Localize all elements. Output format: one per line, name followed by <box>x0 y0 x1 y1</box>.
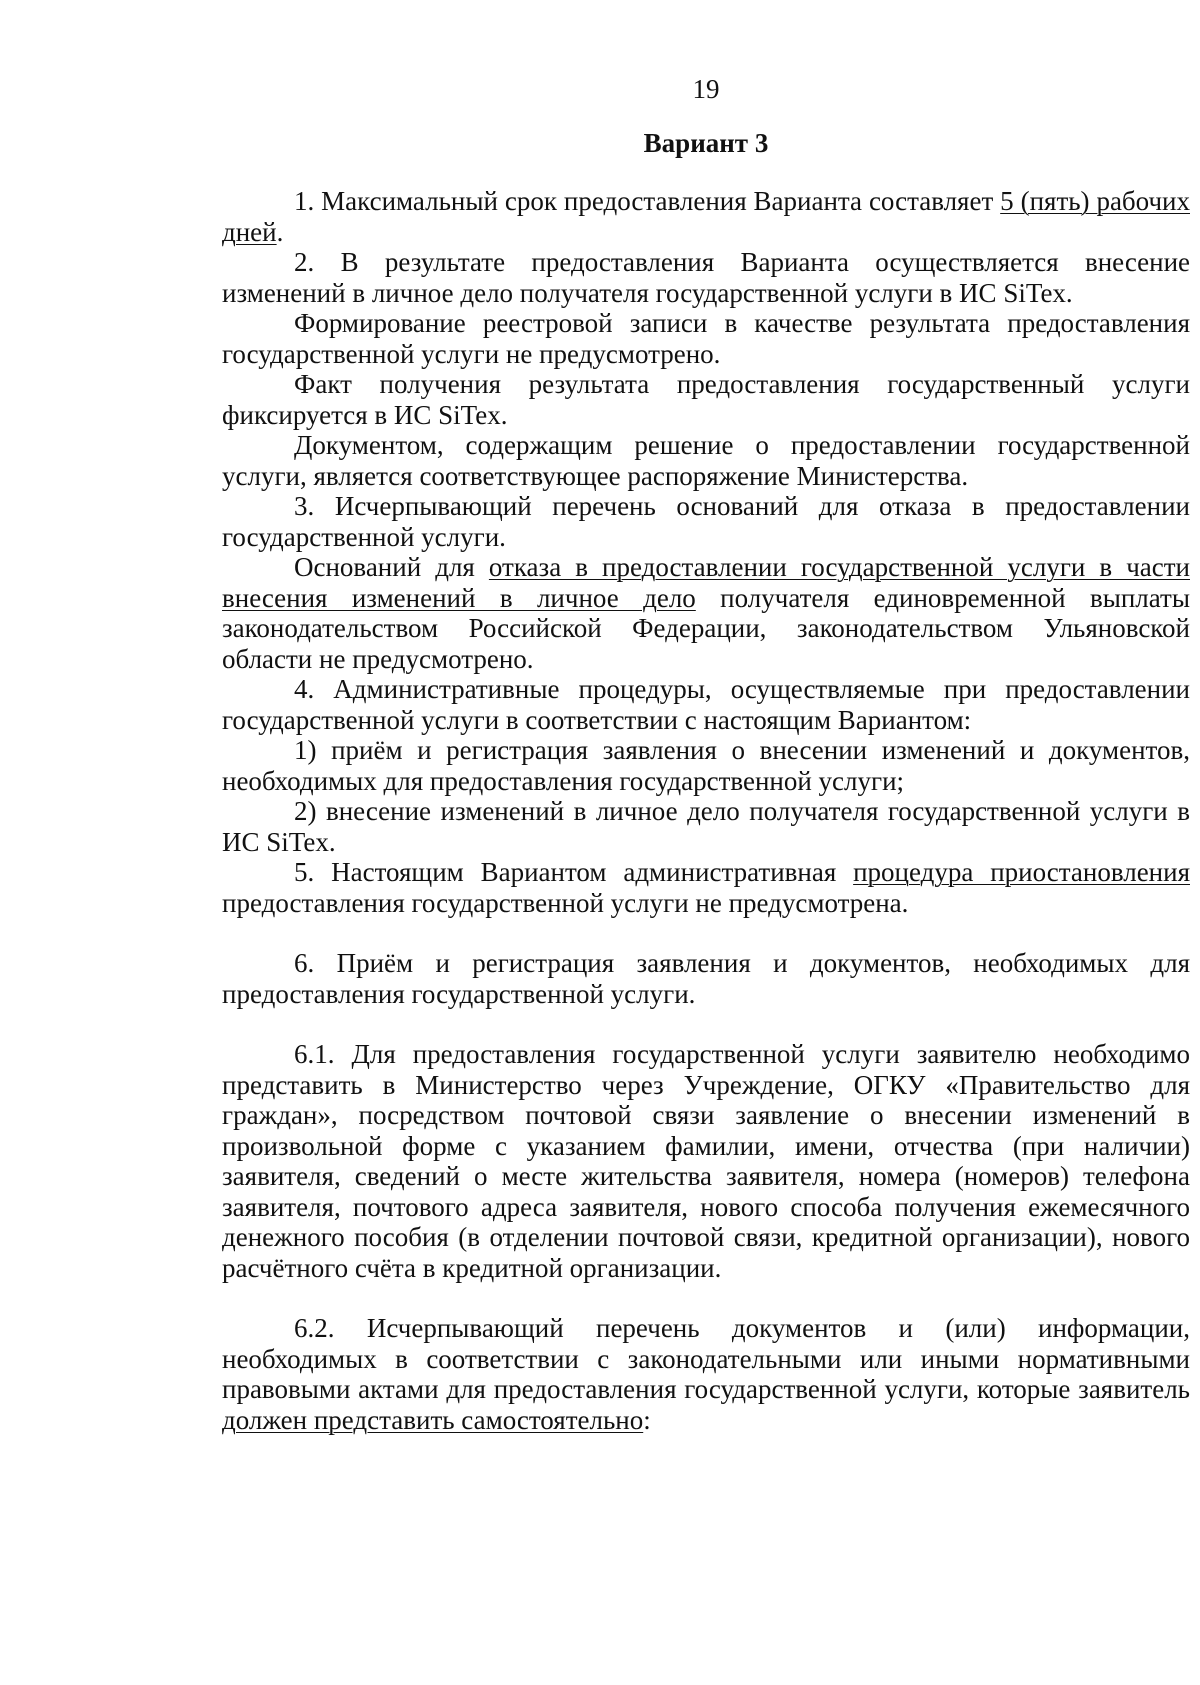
paragraph-text: 6.1. Для предоставления государственной услуги заявителю необходимо представить в Министерство через Учреждение, ОГКУ «Правительство для граждан», посредством почтовой связи заявление о внесении изменений в произвольной форме с указанием фамилии, имени, отчества (при наличии) заявителя, сведений о месте жительства заявителя, номера (номеров) телефона заявителя, почтового адреса заявителя, нового способа получения ежемесячного денежного пособия (в отделении почтовой связи, кредитной организации), нового расчётного счёта в кредитной организации. <box>222 1039 1190 1283</box>
paragraph-text: Формирование реестровой записи в качестве результата предоставления государственной услуги не предусмотрено. <box>222 308 1190 369</box>
spacer <box>222 1283 1190 1313</box>
underlined-text: 5 (пять) рабочих дней <box>222 186 1190 247</box>
paragraph-text: . <box>276 216 284 247</box>
document-body <box>222 186 1190 1435</box>
underlined-text: отказа в предоставлении государственной услуги в части внесения изменений в личное дело <box>222 552 1190 613</box>
paragraph-text: 1) приём и регистрация заявления о внесении изменений и документов, необходимых для предоставления государственной услуги; <box>222 735 1190 796</box>
paragraph-9 <box>222 857 1190 918</box>
paragraph-text: 6. Приём и регистрация заявления и документов, необходимых для предоставления государственной услуги. <box>222 948 1190 1009</box>
variant-title: Вариант 3 <box>643 128 769 158</box>
paragraph-6-1 <box>222 1039 1190 1283</box>
paragraph-text: 4. Административные процедуры, осуществляемые при предоставлении государственной услуги в соответствии с настоящим Вариантом: <box>222 674 1190 735</box>
paragraph-8 <box>222 674 1190 735</box>
paragraph-7 <box>222 552 1190 674</box>
paragraph-5 <box>222 430 1190 491</box>
underlined-text: процедура приостановления <box>853 857 1190 887</box>
page-number: 19 <box>692 74 720 104</box>
paragraph-text: получателя единовременной выплаты законодательством Российской Федерации, законодательством Ульяновской области не предусмотрено. <box>222 582 1190 674</box>
underlined-text: должен представить самостоятельно <box>222 1404 644 1435</box>
paragraph-text: : <box>643 1404 651 1435</box>
paragraph-text: Оснований для <box>294 552 489 582</box>
list-item-1 <box>222 735 1190 796</box>
paragraph-text: предоставления государственной услуги не предусмотрена. <box>222 887 909 918</box>
paragraph-6-2 <box>222 1313 1190 1435</box>
section-6-heading <box>222 948 1190 1009</box>
paragraph-1 <box>222 186 1190 247</box>
paragraph-text: 2) внесение изменений в личное дело получателя государственной услуги в ИС SiTex. <box>222 796 1190 857</box>
paragraph-text: 3. Исчерпывающий перечень оснований для отказа в предоставлении государственной услуги. <box>222 491 1190 552</box>
paragraph-4 <box>222 369 1190 430</box>
paragraph-text: Факт получения результата предоставления государственный услуги фиксируется в ИС SiTex. <box>222 369 1190 430</box>
paragraph-6 <box>222 491 1190 552</box>
paragraph-3 <box>222 308 1190 369</box>
paragraph-text: 1. Максимальный срок предоставления Варианта составляет <box>294 186 1001 216</box>
spacer <box>222 1009 1190 1039</box>
paragraph-text: 5. Настоящим Вариантом административная <box>294 857 854 887</box>
paragraph-text: 6.2. Исчерпывающий перечень документов и (или) информации, необходимых в соответствии с законодательными или иными нормативными правовыми актами для предоставления государственной услуги, которые заявитель <box>222 1313 1190 1404</box>
paragraph-text: Документом, содержащим решение о предоставлении государственной услуги, является соответствующее распоряжение Министерства. <box>222 430 1190 491</box>
spacer <box>222 918 1190 948</box>
list-item-2 <box>222 796 1190 857</box>
paragraph-2 <box>222 247 1190 308</box>
paragraph-text: 2. В результате предоставления Варианта осуществляется внесение изменений в личное дело получателя государственной услуги в ИС SiTex. <box>222 247 1190 308</box>
